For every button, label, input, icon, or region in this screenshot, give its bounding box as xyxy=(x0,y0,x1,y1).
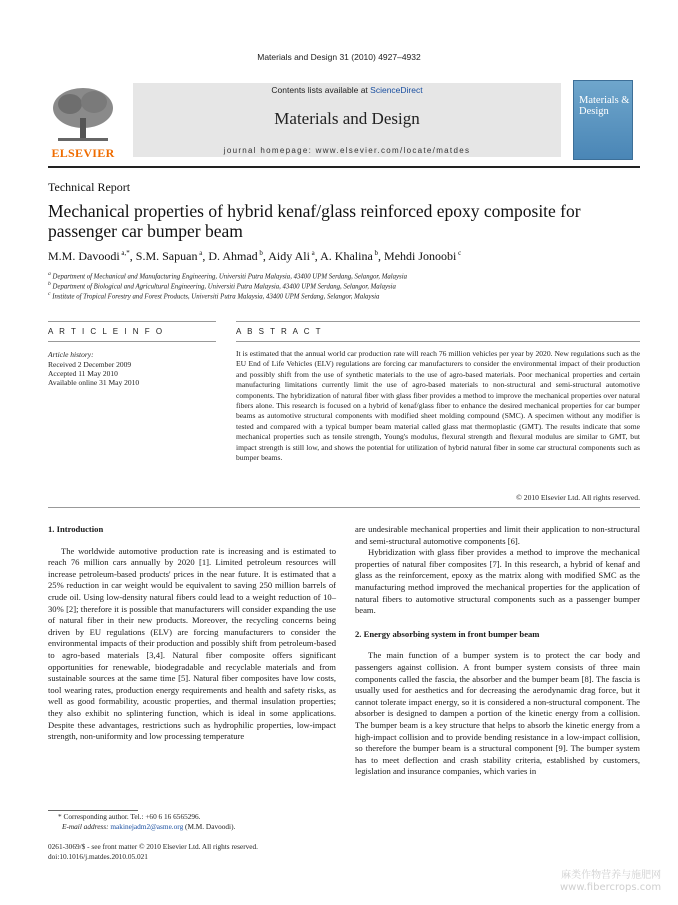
publisher-name: ELSEVIER xyxy=(51,146,115,160)
author-affiliation-marker: c xyxy=(456,249,462,257)
article-type: Technical Report xyxy=(48,180,131,194)
watermark-line-2: www.fibercrops.com xyxy=(560,882,662,893)
abstract-heading: A B S T R A C T xyxy=(236,327,323,336)
section-1-paragraph-1-continued: are undesirable mechanical properties and limit their application to non-structural and semi-structural automotive components [6]. xyxy=(355,524,640,546)
left-column xyxy=(48,524,336,743)
site-watermark xyxy=(560,870,661,894)
contents-prefix: Contents lists available at xyxy=(271,85,371,95)
footnote-rule xyxy=(48,810,138,811)
header-rule xyxy=(48,166,640,168)
affiliation-c: $^c$ Institute of Tropical Forestry and Forest Products, Universiti Putra Malaysia, 43400 UPM Serdang, Selangor, Malaysia xyxy=(48,291,380,301)
author-name: M.M. Davoodi xyxy=(48,249,120,263)
section-2-paragraph-1: The main function of a bumper system is to protect the car body and passengers against collision. A front bumper system consists of three main components called the fascia, the absorber and the bumper beam [8]. The fascia is usually used for aesthetics and for decreasing the aerodynamic drag force, but it cannot tolerate impact energy, so it is considered a non-structural component. The absorber is designed to dampen a portion of the kinetic energy from a collision. The bumper beam is a key structure that helps to absorb the kinetic energy from a high-impact collision and to provide bending resistance in a low-impact collision, so therefore the bumper beam is a structural component [9]. The bumper system has to meet deflection and crash stability criteria, established by customers, legislation and insurance companies, which varies in xyxy=(355,650,640,777)
author-list: M.M. Davoodi $^{a,*}$, S.M. Sapuan $^a$, D. Ahmad $^b$, Aidy Ali $^a$, A. Khalina $^b$, Mehdi Jonoobi $^c$ xyxy=(48,249,462,263)
cover-title: Materials & Design xyxy=(579,95,630,117)
abstract-text: It is estimated that the annual world car production rate will reach 76 million vehicles per year by 2020. New regulations such as the EU End of Life Vehicles (ELV) regulations are forcing car manufacturers to consider the environmental impact of their production and possibly shift from the use of synthetic materials to the use of agro-based materials. Poor mechanical properties and certain manufacturing limitations currently limit the use of agro-based materials to non-structural and semi-structural automotive components. The hybridization of natural fiber with glass fiber provides a method to improve the mechanical properties over natural fibers alone. This research is focused on a hybrid of kenaf/glass fiber to enhance the desired mechanical properties for car bumper beams as automotive structural components with modified sheet molding compound (SMC). A specimen without any modifier is tested and compared with a typical bumper beam material called glass mat thermoplastic (GMT). The results indicate that some mechanical properties such as tensile strength, Young's modulus, flexural strength and flexural modulus are similar to GMT, but impact strength is still low, and shows the potential for utilization of hybrid natural fiber in some car structural components such as bumper beams. xyxy=(236,349,640,463)
journal-name: Materials and Design xyxy=(274,109,420,128)
author-name: Mehdi Jonoobi xyxy=(384,249,457,263)
doi-line[interactable]: doi:10.1016/j.matdes.2010.05.021 xyxy=(48,852,148,861)
journal-banner xyxy=(133,83,561,157)
info-rule xyxy=(48,321,216,322)
author-affiliation-marker: b xyxy=(257,249,263,257)
author-name: D. Ahmad xyxy=(208,249,258,263)
accepted-date: Accepted 11 May 2010 xyxy=(48,369,118,378)
abstract-bottom-rule xyxy=(48,507,640,508)
abstract-rule xyxy=(236,321,640,322)
sciencedirect-link[interactable]: ScienceDirect xyxy=(370,85,423,95)
author-name: Aidy Ali xyxy=(268,249,310,263)
article-info-heading: A R T I C L E I N F O xyxy=(48,327,165,336)
journal-homepage[interactable]: journal homepage: www.elsevier.com/locate/matdes xyxy=(223,146,471,155)
section-1-paragraph-1: The worldwide automotive production rate is increasing and is estimated to reach 76 million cars annually by 2020 [1]. Limited petroleum resources will increase petroleum-based products' prices in the near future. It is estimated that a 25% reduction in car weight would be equivalent to saving 250 million barrels of crude oil. Using low-density natural fibers could lead to a weight reduction of 10–30% [2]; therefore it is possible that manufacturers will consider expanding the use of natural fiber in their new products. Moreover, the recycling concerns being driven by EU regulations (ELV) are forcing manufacturers to consider the environmental impacts of their production and possibly shift from petroleum-based to agro-based materials [3,4]. Natural fiber composite offers significant opportunities for renewable, biodegradable and recyclable materials and from sustainable sources at the same time [5]. Natural fiber composites have low costs, tool wearing rates, production energy requirements and health and safety risks, as well as good formability, acoustic properties, and thermal insulation properties; they also exhibit no splintering function, which is ideal in some applications. Despite these advantages, restrictions such as hydrophilic properties, low-impact strength, non-uniformity and low processing temperature xyxy=(48,545,336,742)
corresponding-footnote: * Corresponding author. Tel.: +60 6 16 6565296. xyxy=(58,812,201,821)
contents-line xyxy=(133,85,561,95)
issn-line: 0261-3069/$ - see front matter © 2010 Elsevier Ltd. All rights reserved. xyxy=(48,842,259,851)
section-1-paragraph-2: Hybridization with glass fiber provides a method to improve the mechanical properties of natural fiber composites [7]. In this research, a hybrid of kenaf and glass as the reinforcement, epoxy as the matrix along with modified SMC as the manufacturing method improved the mechanical properties for the application of natural fibers to automotive structural components such as a passenger bumper beam. xyxy=(355,547,640,616)
received-date: Received 2 December 2009 xyxy=(48,360,132,369)
author-name: A. Khalina xyxy=(320,249,373,263)
email-footnote: E-mail address: makinejadm2@asme.org (M.M. Davoodi). xyxy=(62,822,236,831)
article-title: Mechanical properties of hybrid kenaf/glass reinforced epoxy composite for passenger car bumper beam xyxy=(48,201,581,241)
copyright-line: © 2010 Elsevier Ltd. All rights reserved. xyxy=(516,493,640,502)
author-affiliation-marker: b xyxy=(372,249,379,257)
author-affiliation-marker: a,* xyxy=(119,249,130,257)
affiliation-b: $^b$ Department of Biological and Agricultural Engineering, Universiti Putra Malaysia, 43400 UPM Serdang, Selangor, Malaysia xyxy=(48,281,396,291)
history-label: Article history: xyxy=(48,350,94,359)
journal-cover xyxy=(573,80,633,160)
author-affiliation-marker: a xyxy=(197,249,203,257)
info-rule-2 xyxy=(48,341,216,342)
author-affiliation-marker: a xyxy=(309,249,315,257)
abstract-rule-2 xyxy=(236,341,640,342)
online-date: Available online 31 May 2010 xyxy=(48,378,140,387)
author-name: S.M. Sapuan xyxy=(135,249,198,263)
section-2-heading: 2. Energy absorbing system in front bumper beam xyxy=(355,628,540,639)
email-link[interactable]: makinejadm2@asme.org xyxy=(110,822,184,831)
journal-citation: Materials and Design 31 (2010) 4927–4932 xyxy=(257,52,421,62)
section-1-heading: 1. Introduction xyxy=(48,524,104,534)
affiliation-a: $^a$ Department of Mechanical and Manufacturing Engineering, Universiti Putra Malaysia, 43400 UPM Serdang, Selangor, Malaysia xyxy=(48,271,407,281)
right-column xyxy=(355,524,640,778)
watermark-line-1: 麻类作物营养与施肥网 xyxy=(561,870,662,881)
